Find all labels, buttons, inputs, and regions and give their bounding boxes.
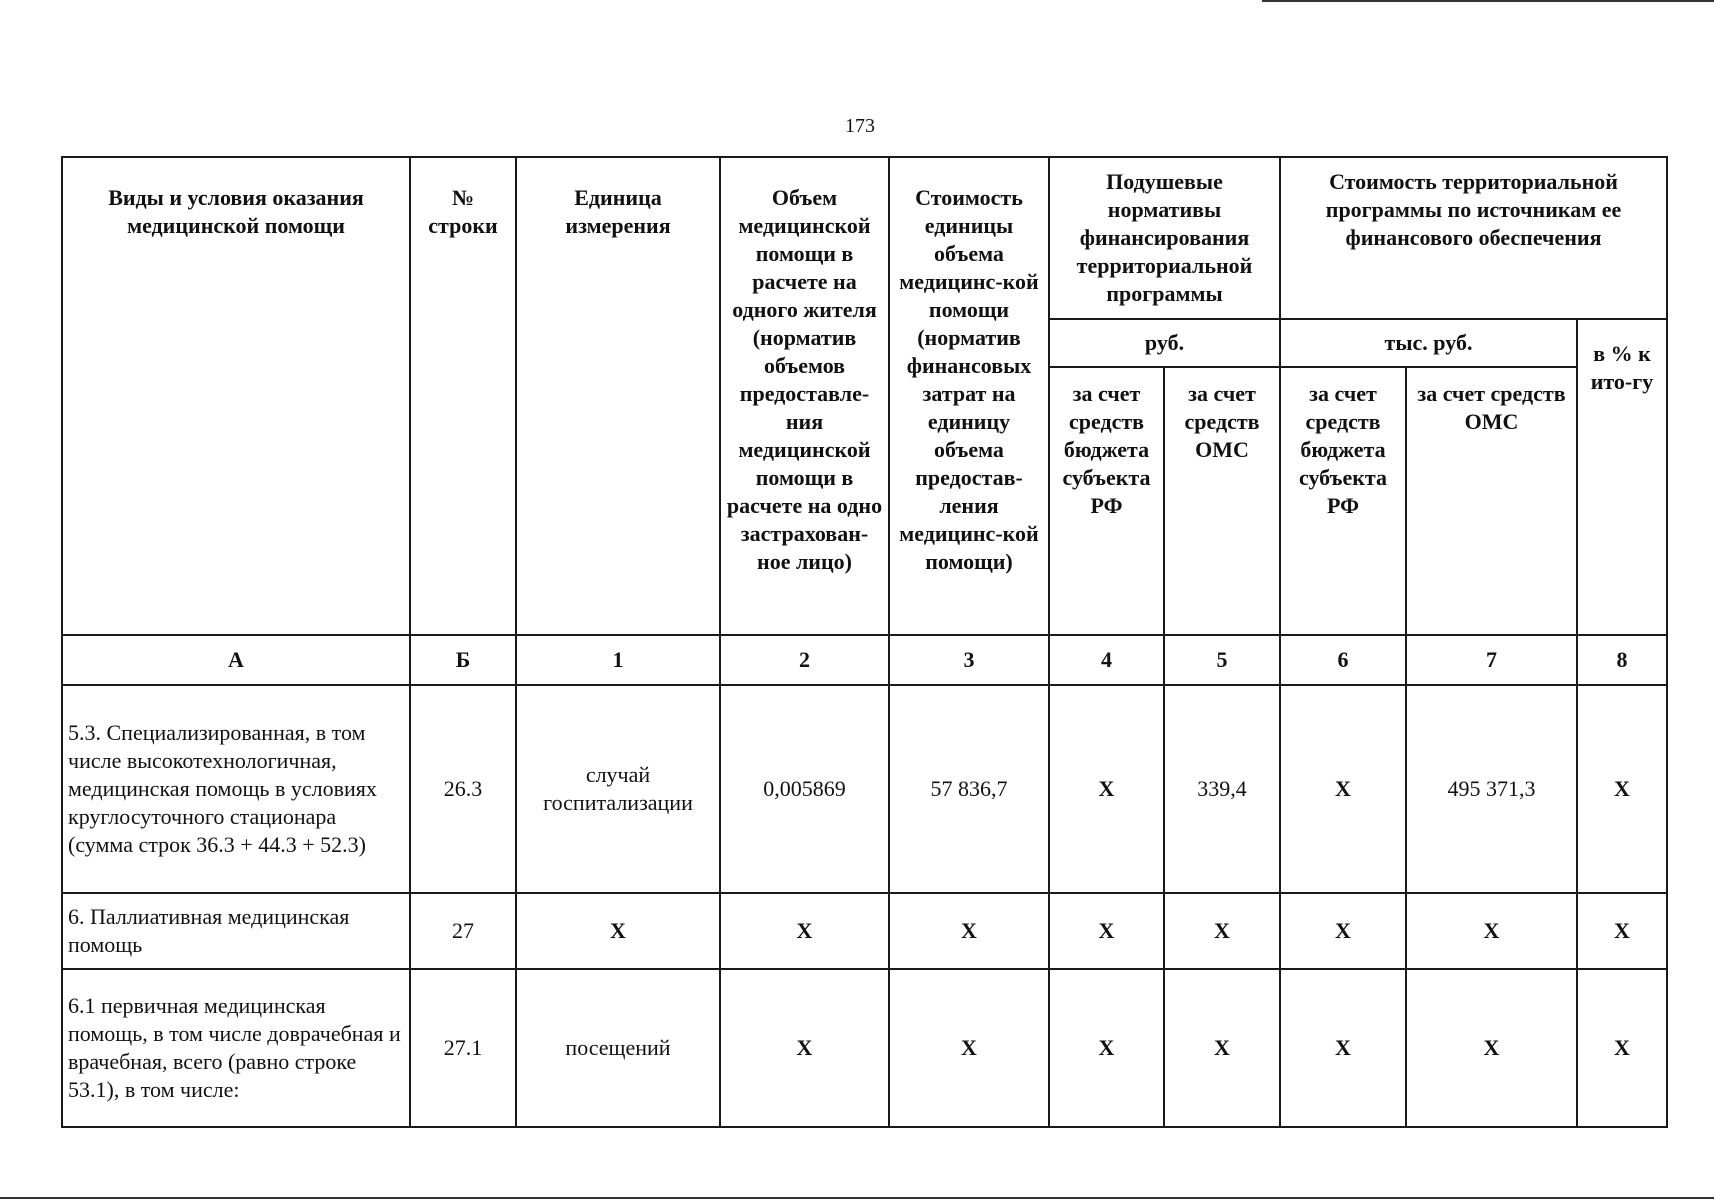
row-budget-rub: X <box>1049 969 1164 1127</box>
header-per-capita-group: Подушевые нормативы финансирования территориальной программы <box>1049 157 1280 319</box>
row-budget-thousand: X <box>1280 969 1406 1127</box>
row-unit: X <box>516 893 720 969</box>
row-oms-thousand: 495 371,3 <box>1406 685 1577 893</box>
index-cell: 4 <box>1049 635 1164 685</box>
row-oms-rub: X <box>1164 893 1280 969</box>
row-volume: 0,005869 <box>720 685 889 893</box>
scan-edge-bottom <box>0 1197 1714 1199</box>
header-line-number: № строки <box>410 157 516 635</box>
row-unit-cost: X <box>889 893 1049 969</box>
index-cell: 6 <box>1280 635 1406 685</box>
index-cell: 8 <box>1577 635 1667 685</box>
header-program-cost-group: Стоимость территориальной программы по источникам ее финансового обеспечения <box>1280 157 1667 319</box>
row-unit-cost: 57 836,7 <box>889 685 1049 893</box>
table-row <box>62 969 1667 1127</box>
row-line-number: 27 <box>410 893 516 969</box>
header-percent-total: в % к ито-гу <box>1577 319 1667 635</box>
row-unit-cost: X <box>889 969 1049 1127</box>
row-percent: X <box>1577 893 1667 969</box>
index-cell: А <box>62 635 410 685</box>
row-oms-rub: X <box>1164 969 1280 1127</box>
row-name: 6.1 первичная медицинская помощь, в том числе доврачебная и врачебная, всего (равно строке 53.1), в том числе: <box>62 969 410 1127</box>
header-budget-rub: за счет средств бюджета субъекта РФ <box>1049 367 1164 635</box>
row-volume: X <box>720 969 889 1127</box>
header-thousand-rub: тыс. руб. <box>1280 319 1577 367</box>
header-budget-thousand: за счет средств бюджета субъекта РФ <box>1280 367 1406 635</box>
row-name: 6. Паллиативная медицинская помощь <box>62 893 410 969</box>
index-cell: 3 <box>889 635 1049 685</box>
financing-table <box>61 156 1668 1128</box>
row-percent: X <box>1577 685 1667 893</box>
row-budget-rub: X <box>1049 685 1164 893</box>
row-budget-thousand: X <box>1280 893 1406 969</box>
row-volume: X <box>720 893 889 969</box>
row-percent: X <box>1577 969 1667 1127</box>
header-rub: руб. <box>1049 319 1280 367</box>
table-row <box>62 893 1667 969</box>
row-line-number: 27.1 <box>410 969 516 1127</box>
row-line-number: 26.3 <box>410 685 516 893</box>
row-oms-thousand: X <box>1406 893 1577 969</box>
header-unit-cost: Стоимость единицы объема медицинс-кой помощи (норматив финансовых затрат на единицу объема предостав-ления медицинс-кой помощи) <box>889 157 1049 635</box>
row-budget-rub: X <box>1049 893 1164 969</box>
index-cell: 2 <box>720 635 889 685</box>
index-cell: Б <box>410 635 516 685</box>
page-number: 173 <box>845 115 875 137</box>
row-oms-thousand: X <box>1406 969 1577 1127</box>
index-cell: 5 <box>1164 635 1280 685</box>
row-budget-thousand: X <box>1280 685 1406 893</box>
header-types-conditions: Виды и условия оказания медицинской помощи <box>62 157 410 635</box>
row-oms-rub: 339,4 <box>1164 685 1280 893</box>
header-volume: Объем медицинской помощи в расчете на одного жителя (норматив объемов предоставле-ния медицинской помощи в расчете на одно застрахован-ное лицо) <box>720 157 889 635</box>
row-unit: посещений <box>516 969 720 1127</box>
header-oms-rub: за счет средств ОМС <box>1164 367 1280 635</box>
header-oms-thousand: за счет средств ОМС <box>1406 367 1577 635</box>
header-unit: Единица измерения <box>516 157 720 635</box>
index-cell: 7 <box>1406 635 1577 685</box>
table-row <box>62 685 1667 893</box>
scan-edge-top <box>1262 0 1714 2</box>
row-unit: случай госпитализации <box>516 685 720 893</box>
row-name: 5.3. Специализированная, в том числе высокотехнологичная, медицинская помощь в условиях круглосуточного стационара (сумма строк 36.3 + 44.3 + 52.3) <box>62 685 410 893</box>
index-cell: 1 <box>516 635 720 685</box>
